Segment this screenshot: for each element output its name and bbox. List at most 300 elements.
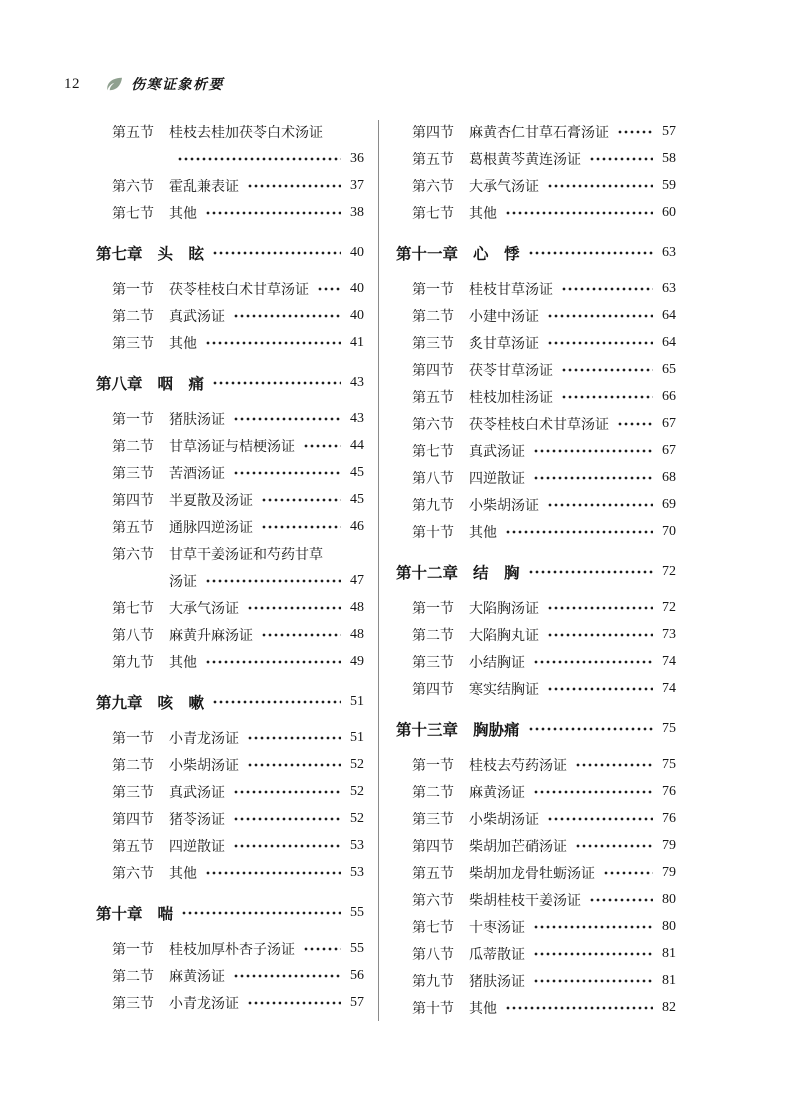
entry-page: 47	[350, 572, 364, 588]
dot-leader	[247, 758, 341, 772]
entry-label: 第六节	[412, 417, 454, 433]
entry-line	[412, 859, 676, 886]
entry-line	[412, 302, 676, 329]
entry-label: 第六节	[112, 547, 154, 563]
toc-entry	[96, 859, 364, 886]
entry-line	[112, 145, 364, 172]
entry-label: 第八章	[96, 375, 143, 393]
entry-label: 第七节	[412, 206, 454, 222]
dot-leader	[505, 206, 653, 220]
entry-line	[412, 118, 676, 145]
entry-title: 茯苓桂枝白术甘草汤证	[169, 282, 309, 298]
entry-page: 66	[662, 388, 676, 404]
toc-entry	[396, 437, 676, 464]
entry-label: 第五节	[112, 125, 154, 141]
entry-label: 第八节	[412, 471, 454, 487]
dot-leader	[261, 493, 341, 507]
entry-page: 37	[350, 177, 364, 193]
entry-line	[112, 567, 364, 594]
entry-label: 第一节	[112, 942, 154, 958]
entry-label: 第五节	[112, 520, 154, 536]
dot-leader	[233, 412, 341, 426]
entry-title: 麻黄汤证	[469, 785, 525, 801]
entry-title: 小柴胡汤证	[469, 498, 539, 514]
entry-line	[112, 594, 364, 621]
dot-leader	[617, 417, 653, 431]
toc-column-right	[379, 118, 676, 1021]
dot-leader	[533, 785, 653, 799]
entry-label: 第三节	[112, 996, 154, 1012]
entry-title: 半夏散及汤证	[169, 493, 253, 509]
chapter-heading	[96, 369, 364, 396]
entry-title: 小柴胡汤证	[169, 758, 239, 774]
entry-label: 第十节	[412, 1001, 454, 1017]
entry-line	[412, 832, 676, 859]
entry-line	[112, 989, 364, 1016]
entry-line	[112, 172, 364, 199]
dot-leader	[205, 206, 341, 220]
entry-page: 41	[350, 334, 364, 350]
toc-entry	[396, 118, 676, 145]
entry-page: 36	[350, 150, 364, 166]
entry-title: 咽 痛	[157, 375, 205, 393]
entry-label: 第五节	[412, 152, 454, 168]
entry-line	[412, 648, 676, 675]
dot-leader	[205, 866, 341, 880]
entry-title: 霍乱兼表证	[169, 179, 239, 195]
dot-leader	[533, 655, 653, 669]
entry-label: 第五节	[412, 866, 454, 882]
entry-label: 第二节	[112, 439, 154, 455]
entry-page: 68	[662, 469, 676, 485]
entry-line	[112, 778, 364, 805]
entry-line	[396, 715, 676, 742]
entry-page: 52	[350, 783, 364, 799]
entry-line	[412, 621, 676, 648]
entry-page: 64	[662, 334, 676, 350]
entry-line	[412, 145, 676, 172]
entry-title: 小建中汤证	[469, 309, 539, 325]
entry-title: 茯苓甘草汤证	[469, 363, 553, 379]
toc-entry	[96, 805, 364, 832]
entry-line	[396, 558, 676, 585]
entry-line	[112, 648, 364, 675]
entry-line	[112, 118, 364, 145]
entry-label: 第三节	[112, 466, 154, 482]
entry-title: 咳 嗽	[157, 694, 205, 712]
toc-entry	[396, 275, 676, 302]
entry-title: 其他	[169, 655, 197, 671]
toc-entry	[96, 459, 364, 486]
toc-entry	[96, 724, 364, 751]
toc-entry	[96, 329, 364, 356]
toc-entry	[96, 302, 364, 329]
entry-title: 真武汤证	[169, 309, 225, 325]
dot-leader	[547, 682, 653, 696]
toc-entry	[96, 172, 364, 199]
toc-entry	[396, 518, 676, 545]
entry-label: 第十二章	[396, 564, 459, 582]
entry-line	[412, 172, 676, 199]
toc-entry	[396, 464, 676, 491]
entry-line	[112, 199, 364, 226]
toc-entry	[396, 886, 676, 913]
entry-label: 第八节	[112, 628, 154, 644]
entry-label: 第六节	[112, 179, 154, 195]
entry-line	[112, 832, 364, 859]
entry-page: 75	[662, 720, 676, 736]
entry-title: 猪肤汤证	[469, 974, 525, 990]
entry-label: 第二节	[112, 758, 154, 774]
entry-page: 38	[350, 204, 364, 220]
entry-label: 第二节	[112, 969, 154, 985]
dot-leader	[589, 893, 653, 907]
entry-line	[112, 724, 364, 751]
toc-entry	[96, 275, 364, 302]
entry-label: 第九节	[412, 498, 454, 514]
entry-page: 80	[662, 891, 676, 907]
toc-entry	[396, 383, 676, 410]
dot-leader	[212, 246, 341, 260]
entry-title: 寒实结胸证	[469, 682, 539, 698]
page-number: 12	[64, 75, 80, 92]
entry-title: 桂枝去芍药汤证	[469, 758, 567, 774]
entry-page: 57	[662, 123, 676, 139]
entry-page: 53	[350, 837, 364, 853]
entry-title: 十枣汤证	[469, 920, 525, 936]
entry-title: 大承气汤证	[469, 179, 539, 195]
entry-title: 甘草汤证与桔梗汤证	[169, 439, 295, 455]
entry-title: 结 胸	[473, 564, 520, 582]
entry-title: 麻黄升麻汤证	[169, 628, 253, 644]
entry-label: 第十三章	[396, 721, 459, 739]
entry-label: 第六节	[412, 179, 454, 195]
dot-leader	[205, 336, 341, 350]
dot-leader	[303, 439, 341, 453]
entry-line	[412, 886, 676, 913]
entry-title: 其他	[469, 206, 497, 222]
toc-entry	[396, 356, 676, 383]
entry-page: 75	[662, 756, 676, 772]
chapter-heading	[396, 558, 676, 585]
entry-page: 70	[662, 523, 676, 539]
entry-page: 59	[662, 177, 676, 193]
entry-label: 第四节	[112, 493, 154, 509]
entry-title: 柴胡加芒硝汤证	[469, 839, 567, 855]
entry-line	[412, 518, 676, 545]
entry-title: 桂枝加厚朴杏子汤证	[169, 942, 295, 958]
dot-leader	[177, 152, 341, 166]
entry-line	[112, 751, 364, 778]
entry-page: 80	[662, 918, 676, 934]
entry-page: 46	[350, 518, 364, 534]
entry-line	[412, 199, 676, 226]
dot-leader	[205, 574, 341, 588]
entry-line	[412, 751, 676, 778]
entry-label: 第九节	[412, 974, 454, 990]
entry-page: 67	[662, 442, 676, 458]
entry-page: 51	[350, 693, 364, 709]
entry-title: 其他	[169, 206, 197, 222]
chapter-heading	[396, 239, 676, 266]
dot-leader	[303, 942, 341, 956]
entry-label: 第三节	[112, 336, 154, 352]
entry-label: 第四节	[412, 125, 454, 141]
dot-leader	[205, 655, 341, 669]
entry-line	[412, 913, 676, 940]
dot-leader	[261, 520, 341, 534]
toc-content	[96, 118, 800, 1021]
toc-entry	[396, 410, 676, 437]
entry-label: 第七节	[112, 206, 154, 222]
toc-entry	[96, 962, 364, 989]
entry-line	[412, 383, 676, 410]
entry-label: 第一节	[112, 731, 154, 747]
entry-label: 第四节	[412, 682, 454, 698]
dot-leader	[547, 498, 653, 512]
entry-page: 74	[662, 680, 676, 696]
toc-entry	[96, 648, 364, 675]
entry-title: 胸胁痛	[473, 721, 520, 739]
entry-page: 72	[662, 599, 676, 615]
dot-leader	[505, 1001, 653, 1015]
entry-line	[96, 688, 364, 715]
entry-title: 猪苓汤证	[169, 812, 225, 828]
entry-label: 第三节	[412, 655, 454, 671]
entry-page: 53	[350, 864, 364, 880]
entry-page: 69	[662, 496, 676, 512]
entry-line	[412, 675, 676, 702]
entry-page: 43	[350, 410, 364, 426]
dot-leader	[233, 309, 341, 323]
entry-label: 第三节	[112, 785, 154, 801]
entry-title: 其他	[469, 1001, 497, 1017]
toc-entry	[396, 145, 676, 172]
toc-entry	[396, 594, 676, 621]
toc-entry	[396, 913, 676, 940]
entry-label: 第一节	[112, 412, 154, 428]
dot-leader	[575, 758, 653, 772]
dot-leader	[547, 628, 653, 642]
entry-line	[412, 275, 676, 302]
entry-page: 40	[350, 280, 364, 296]
entry-title: 大陷胸丸证	[469, 628, 539, 644]
toc-entry	[396, 491, 676, 518]
entry-line	[112, 962, 364, 989]
dot-leader	[533, 920, 653, 934]
toc-entry	[396, 940, 676, 967]
entry-line	[96, 239, 364, 266]
dot-leader	[533, 471, 653, 485]
chapter-heading	[96, 239, 364, 266]
entry-title: 通脉四逆汤证	[169, 520, 253, 536]
entry-title: 葛根黄芩黄连汤证	[469, 152, 581, 168]
dot-leader	[547, 812, 653, 826]
entry-label: 第十章	[96, 905, 143, 923]
dot-leader	[261, 628, 341, 642]
entry-page: 40	[350, 307, 364, 323]
toc-entry	[396, 621, 676, 648]
entry-title: 苦酒汤证	[169, 466, 225, 482]
dot-leader	[528, 565, 653, 579]
entry-line	[112, 805, 364, 832]
entry-label: 第十节	[412, 525, 454, 541]
entry-page: 76	[662, 783, 676, 799]
entry-page: 72	[662, 563, 676, 579]
toc-entry	[396, 199, 676, 226]
toc-entry	[96, 778, 364, 805]
dot-leader	[233, 812, 341, 826]
leaf-icon	[106, 77, 123, 91]
entry-page: 79	[662, 864, 676, 880]
entry-title: 瓜蒂散证	[469, 947, 525, 963]
toc-entry	[396, 648, 676, 675]
dot-leader	[575, 839, 653, 853]
dot-leader	[181, 906, 341, 920]
entry-line	[412, 464, 676, 491]
dot-leader	[547, 309, 653, 323]
entry-page: 45	[350, 464, 364, 480]
entry-page: 58	[662, 150, 676, 166]
entry-title: 炙甘草汤证	[469, 336, 539, 352]
entry-line	[412, 491, 676, 518]
entry-label: 第二节	[412, 785, 454, 801]
entry-title: 真武汤证	[169, 785, 225, 801]
entry-page: 52	[350, 810, 364, 826]
toc-entry	[96, 751, 364, 778]
entry-page: 45	[350, 491, 364, 507]
entry-line	[96, 369, 364, 396]
entry-label: 第三节	[412, 336, 454, 352]
dot-leader	[533, 974, 653, 988]
entry-title: 四逆散证	[469, 471, 525, 487]
toc-entry	[396, 172, 676, 199]
toc-entry	[396, 832, 676, 859]
entry-label: 第九章	[96, 694, 143, 712]
entry-line	[112, 432, 364, 459]
entry-page: 79	[662, 837, 676, 853]
chapter-heading	[396, 715, 676, 742]
toc-entry	[96, 594, 364, 621]
dot-leader	[233, 839, 341, 853]
entry-title: 桂枝加桂汤证	[469, 390, 553, 406]
entry-title: 小结胸证	[469, 655, 525, 671]
toc-entry	[96, 486, 364, 513]
entry-line	[112, 329, 364, 356]
entry-line	[112, 459, 364, 486]
dot-leader	[547, 336, 653, 350]
entry-page: 57	[350, 994, 364, 1010]
book-title: 伤寒证象析要	[131, 78, 224, 93]
entry-page: 56	[350, 967, 364, 983]
entry-label: 第七节	[412, 920, 454, 936]
dot-leader	[547, 179, 653, 193]
toc-entry	[396, 675, 676, 702]
dot-leader	[561, 282, 653, 296]
entry-title: 大承气汤证	[169, 601, 239, 617]
entry-title: 其他	[469, 525, 497, 541]
toc-entry	[396, 751, 676, 778]
entry-label: 第一节	[112, 282, 154, 298]
entry-page: 55	[350, 904, 364, 920]
entry-line	[112, 486, 364, 513]
entry-page: 63	[662, 280, 676, 296]
toc-entry	[396, 859, 676, 886]
dot-leader	[317, 282, 341, 296]
entry-line	[96, 899, 364, 926]
entry-line	[412, 329, 676, 356]
entry-line	[412, 594, 676, 621]
entry-line	[112, 302, 364, 329]
entry-title: 桂枝甘草汤证	[469, 282, 553, 298]
entry-line	[412, 778, 676, 805]
entry-label: 第一节	[412, 758, 454, 774]
entry-label: 第六节	[412, 893, 454, 909]
toc-entry	[96, 405, 364, 432]
dot-leader	[528, 722, 653, 736]
entry-label: 第四节	[412, 839, 454, 855]
dot-leader	[533, 947, 653, 961]
toc-entry	[96, 832, 364, 859]
entry-page: 73	[662, 626, 676, 642]
entry-page: 81	[662, 945, 676, 961]
entry-title: 柴胡桂枝干姜汤证	[469, 893, 581, 909]
entry-label: 第七章	[96, 245, 143, 263]
dot-leader	[212, 695, 341, 709]
entry-label: 第四节	[412, 363, 454, 379]
entry-title: 其他	[169, 336, 197, 352]
entry-page: 82	[662, 999, 676, 1015]
toc-entry	[396, 778, 676, 805]
entry-page: 40	[350, 244, 364, 260]
entry-title: 麻黄杏仁甘草石膏汤证	[469, 125, 609, 141]
entry-label: 第八节	[412, 947, 454, 963]
entry-line	[412, 437, 676, 464]
toc-entry	[96, 935, 364, 962]
entry-label: 第一节	[412, 601, 454, 617]
dot-leader	[617, 125, 653, 139]
entry-title: 其他	[169, 866, 197, 882]
entry-title: 麻黄汤证	[169, 969, 225, 985]
entry-label: 第七节	[412, 444, 454, 460]
toc-entry	[96, 432, 364, 459]
entry-label: 第二节	[412, 628, 454, 644]
entry-title: 小青龙汤证	[169, 996, 239, 1012]
entry-line	[412, 940, 676, 967]
toc-entry	[396, 329, 676, 356]
entry-page: 65	[662, 361, 676, 377]
dot-leader	[589, 152, 653, 166]
entry-line	[396, 239, 676, 266]
toc-entry	[396, 967, 676, 994]
dot-leader	[247, 731, 341, 745]
toc-entry	[396, 805, 676, 832]
toc-entry	[396, 302, 676, 329]
page-header	[64, 74, 800, 94]
entry-label: 第一节	[412, 282, 454, 298]
entry-label: 第二节	[412, 309, 454, 325]
entry-line	[412, 967, 676, 994]
toc-entry	[96, 199, 364, 226]
dot-leader	[247, 996, 341, 1010]
entry-title: 喘	[157, 905, 174, 923]
dot-leader	[547, 601, 653, 615]
entry-page: 52	[350, 756, 364, 772]
entry-page: 48	[350, 626, 364, 642]
entry-line	[112, 621, 364, 648]
entry-label: 第三节	[412, 812, 454, 828]
entry-page: 81	[662, 972, 676, 988]
